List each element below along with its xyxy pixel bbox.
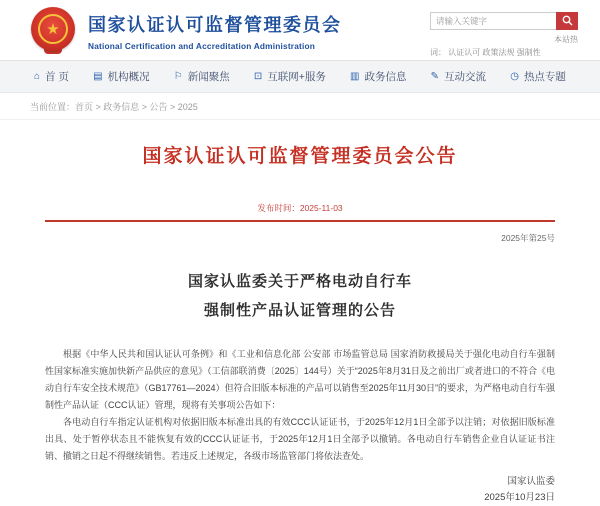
signature-org: 国家认监委 [507, 476, 555, 487]
home-icon: ⌂ [34, 70, 41, 82]
hotwords-line1: 本站热 [554, 35, 578, 44]
site-title-en: National Certification and Accreditation Administration [88, 41, 316, 51]
nav-item-hot-topics[interactable] [510, 69, 566, 84]
document-title [45, 268, 555, 326]
breadcrumb[interactable]: 当前位置：首页 > 政务信息 > 公告 > 2025 [30, 101, 198, 112]
search-icon [562, 14, 573, 29]
speaker-icon: ▥ [350, 70, 360, 82]
announcement-banner-title: 国家认证认可监督管理委员会公告 [142, 146, 458, 167]
megaphone-icon: ⚐ [173, 70, 183, 82]
nav-item-internet-services[interactable] [254, 69, 326, 84]
emblem-star-icon: ★ [38, 14, 68, 44]
publish-time: 发布时间：2025-11-03 [257, 203, 343, 213]
edit-icon: ✎ [430, 70, 440, 82]
signature-date: 2025年10月23日 [484, 492, 555, 503]
search-button[interactable] [556, 12, 578, 30]
main-nav [0, 60, 600, 93]
building-icon: ▤ [93, 70, 103, 82]
nav-item-gov-info[interactable] [350, 69, 406, 84]
document-number: 2025年第25号 [501, 233, 555, 243]
nav-item-news[interactable] [174, 69, 230, 84]
announcement-article [0, 141, 600, 506]
nav-item-label: 热点专题 [523, 71, 566, 83]
search-area [430, 12, 578, 58]
paragraph-2: 各电动自行车指定认证机构对依据旧版本标准出具的有效CCC认证证书，于2025年12月1日全部予以注销；对依据旧版标准出具、处于暂停状态且不能恢复有效的CCC认证证书，于2025年12月1日全部予以撤销。各电动自行车销售企业自认证证书注销、撤销之日起不得继续销售。若违反上述规定，各级市场监管部门将依法查处。 [45, 417, 555, 461]
clock-icon: ◷ [510, 70, 519, 82]
nav-item-home[interactable] [34, 69, 69, 84]
hotwords-line2: 词： 认证认可 政策法规 强制性 [430, 48, 541, 57]
document-title-line2: 强制性产品认证管理的公告 [203, 303, 396, 319]
nav-item-interaction[interactable] [431, 69, 486, 84]
red-divider [45, 220, 555, 222]
nav-item-org-overview[interactable] [93, 69, 149, 84]
emblem-circle [31, 7, 75, 51]
site-hotwords[interactable] [430, 34, 578, 58]
monitor-icon: ⊡ [253, 70, 263, 82]
nav-item-label: 互联网+服务 [267, 71, 326, 83]
nav-item-label: 互动交流 [444, 71, 487, 83]
nav-item-label: 机构概况 [107, 71, 150, 83]
national-emblem-logo [28, 7, 78, 55]
site-title-cn: 国家认证认可监督管理委员会 [88, 15, 342, 35]
document-title-line1: 国家认监委关于严格电动自行车 [187, 274, 412, 290]
nav-item-label: 首 页 [45, 71, 69, 83]
breadcrumb-bar [0, 93, 600, 120]
site-title-block [88, 11, 342, 51]
nav-item-label: 新闻聚焦 [187, 71, 230, 83]
search-input[interactable] [430, 12, 556, 30]
document-body [45, 346, 555, 465]
paragraph-1: 根据《中华人民共和国认证认可条例》和《工业和信息化部 公安部 市场监管总局 国家消防救援局关于强化电动自行车强制性国家标准实施加快新产品供应的意见》（工信部联消费〔2025〕144号）关于“2025年8月31日及之前出厂或者进口的不符合《电动自行车安全技术规范》（GB17761—2024）但符合旧版本标准的产品可以销售至2025年11月30日”的要求，为严格电动自行车强制性产品认证（CCC认证）管理，现将有关事项公告如下： [45, 349, 555, 410]
site-header [0, 0, 600, 60]
nav-item-label: 政务信息 [364, 71, 407, 83]
